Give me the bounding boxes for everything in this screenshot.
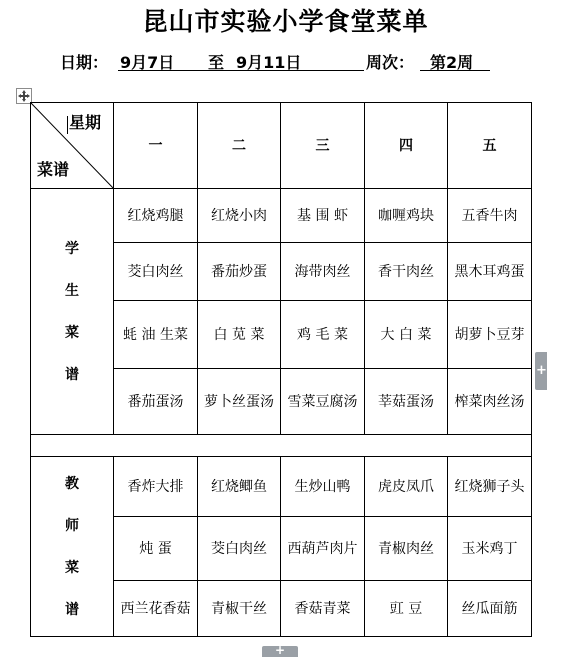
menu-cell[interactable]: 红烧狮子头 — [448, 457, 532, 517]
date-label: 日期： — [60, 53, 109, 72]
menu-cell[interactable]: 榨菜肉丝汤 — [448, 369, 532, 435]
menu-cell[interactable]: 丝瓜面筋 — [448, 581, 532, 637]
menu-cell[interactable]: 海带肉丝 — [281, 243, 365, 301]
week-underline — [420, 70, 490, 71]
day-header[interactable]: 二 — [198, 103, 281, 189]
menu-cell[interactable]: 鸡 毛 菜 — [281, 301, 365, 369]
menu-cell[interactable]: 基 围 虾 — [281, 189, 365, 243]
menu-cell[interactable]: 胡萝卜豆芽 — [448, 301, 532, 369]
day-header[interactable]: 一 — [114, 103, 198, 189]
menu-cell[interactable]: 香菇青菜 — [281, 581, 365, 637]
date-separator: 至 — [208, 53, 225, 72]
menu-cell[interactable]: 西葫芦肉片 — [281, 517, 365, 581]
spacer-row — [31, 435, 532, 457]
teacher-menu-label: 教师菜谱 — [65, 475, 79, 618]
menu-cell[interactable]: 咖喱鸡块 — [365, 189, 448, 243]
day-header[interactable]: 三 — [281, 103, 365, 189]
menu-cell[interactable]: 香炸大排 — [114, 457, 198, 517]
menu-cell[interactable]: 虎皮凤爪 — [365, 457, 448, 517]
menu-cell[interactable]: 雪菜豆腐汤 — [281, 369, 365, 435]
spacer-cell[interactable] — [31, 435, 532, 457]
add-row-handle[interactable] — [535, 352, 547, 390]
menu-cell[interactable]: 白 苋 菜 — [198, 301, 281, 369]
date-start: 9月7日 — [120, 53, 175, 72]
teacher-row — [31, 457, 532, 517]
menu-table — [30, 102, 532, 637]
menu-cell[interactable]: 蚝 油 生菜 — [114, 301, 198, 369]
menu-cell[interactable]: 西兰花香菇 — [114, 581, 198, 637]
page-title: 昆山市实验小学食堂菜单 — [142, 7, 429, 36]
day-header[interactable]: 五 — [448, 103, 532, 189]
menu-cell[interactable]: 青椒肉丝 — [365, 517, 448, 581]
menu-cell[interactable]: 红烧鲫鱼 — [198, 457, 281, 517]
corner-weekday-label: 星期 — [68, 113, 101, 132]
menu-cell[interactable]: 黑木耳鸡蛋 — [448, 243, 532, 301]
corner-cell[interactable] — [31, 103, 114, 189]
menu-cell[interactable]: 茭白肉丝 — [198, 517, 281, 581]
menu-cell[interactable]: 炖 蛋 — [114, 517, 198, 581]
corner-menu-label: 菜谱 — [37, 160, 70, 179]
student-menu-label-cell[interactable] — [31, 189, 114, 435]
menu-cell[interactable]: 青椒干丝 — [198, 581, 281, 637]
day-header[interactable]: 四 — [365, 103, 448, 189]
plus-icon: + — [536, 363, 547, 378]
menu-cell[interactable]: 豇 豆 — [365, 581, 448, 637]
header-row — [31, 103, 532, 189]
plus-icon: + — [275, 643, 286, 657]
menu-cell[interactable]: 红烧鸡腿 — [114, 189, 198, 243]
menu-cell[interactable]: 番茄蛋汤 — [114, 369, 198, 435]
text-cursor — [67, 116, 68, 134]
teacher-menu-label-cell[interactable] — [31, 457, 114, 637]
menu-cell[interactable]: 五香牛肉 — [448, 189, 532, 243]
week-label: 周次： — [366, 53, 415, 72]
add-column-handle[interactable] — [262, 643, 298, 657]
menu-cell[interactable]: 生炒山鸭 — [281, 457, 365, 517]
week-value: 第2周 — [430, 53, 474, 72]
menu-cell[interactable]: 番茄炒蛋 — [198, 243, 281, 301]
menu-cell[interactable]: 萝卜丝蛋汤 — [198, 369, 281, 435]
menu-cell[interactable]: 玉米鸡丁 — [448, 517, 532, 581]
student-menu-label: 学生菜谱 — [65, 240, 79, 383]
date-end: 9月11日 — [236, 53, 302, 72]
menu-cell[interactable]: 香干肉丝 — [365, 243, 448, 301]
menu-cell[interactable]: 红烧小肉 — [198, 189, 281, 243]
menu-cell[interactable]: 莘菇蛋汤 — [365, 369, 448, 435]
student-row — [31, 189, 532, 243]
menu-cell[interactable]: 大 白 菜 — [365, 301, 448, 369]
menu-cell[interactable]: 茭白肉丝 — [114, 243, 198, 301]
date-underline — [118, 70, 364, 71]
